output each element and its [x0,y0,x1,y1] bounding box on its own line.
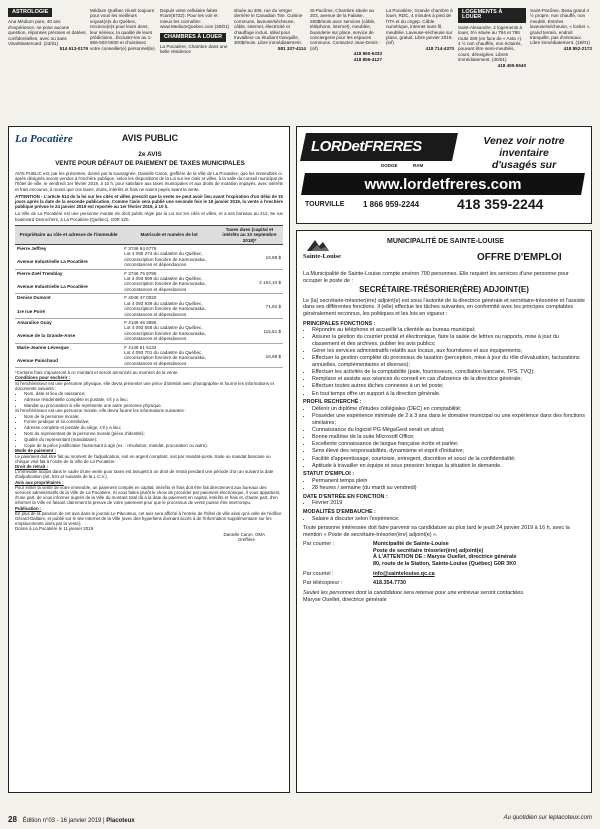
municipality-name: MUNICIPALITÉ DE SAINTE-LOUISE [387,238,504,245]
owner-name: Pierre Jeffrey [17,246,47,252]
matricule: F 3746 75 9795 [124,270,157,276]
classified-text: Médium Québec réunit toujours pour vous les meilleurs voyant(e)s du Québec, reconnu(e)s pour leurs dons, leur sérieux, la qualité de leurs prédictions...Écoutez-les au 1-866-503-0830 et choisissez votre conseiller(e) personnel(le). [90,8,156,51]
section-header: ASTROLOGIE [8,8,52,17]
owners-notice-text: Pour éviter la vente de votre immeuble, un paiement complet en capital, intérêts et frais doit être fait directement aux bureaux des services administratifs de la Ville de La Pocatière. Si vous faites plutôt le choix de procéder par paiement électronique, il vous appartient, d'une part, de vous informer auprès de la Ville du montant total dû à la date du paiement en capital, intérêts et frais et, d'autre part, d'en informer la Ville en faisant clairement la preuve de votre paiement pour que le processus de vente puisse être interrompu. [15,484,281,506]
list-item: • Nom de la personne morale; [24,414,283,419]
condition-b-list [15,414,283,448]
job-offer [296,230,592,793]
col-header-matricule: Matricule et numéro de lot [122,225,216,244]
list-item: • Effectuer toutes autres tâches connexes à un tel poste; [312,383,585,390]
list-item: • Nom du représentant de la personne morale (pièce d'identité); [24,431,283,436]
publication-text: En plus de la parution de cet avis dans le journal Le Placoteux, cet avis sera affiché à l'entrée de l'hôtel de ville ainsi qu'à celle de l'édifice Gérard-Dallaire, et publié sur le site Internet de la Ville (avec des hyperliens donnant accès à de l'information supplémentaire sur les emplacements visés par la vente). [15,510,282,527]
courier-label: Par courrier : [303,541,335,548]
lot-description: Lot 4 093 599 du cadastre du Québec, circonscription foncière de Kamouraska, circonstances et dépendances [124,276,206,292]
lot-description: Lot 4 093 558 du cadastre du Québec, circonscription foncière de Kamouraska, circonstances et dépendances [124,325,206,342]
functions-list [303,327,585,397]
position-title: SECRÉTAIRE-TRÉSORIER(ÈRE) ADJOINT(E) [359,285,529,295]
classified-phone: 514 613-0179 [59,46,88,52]
list-item: • Effectuer la gestion complète du processus de taxation (perception, mise à jour du rôle d'évaluation, facturations annuelles, complémentaires et diverses); [312,355,585,368]
section-header: LOGEMENTS À LOUER [458,8,526,23]
list-item: • Permanent temps plein [312,478,585,485]
paper-name: Placoteux [106,818,135,824]
right-column [296,126,592,793]
matricule: F 3746 64 6779 [124,246,157,252]
dealer-logo-ram: RAM [413,163,424,168]
condition-a: Si l'enchérisseur est une personne physique, elle devra présenter une pièce d'identité avec photographie et fournir les informations et documents suivants : [15,380,274,391]
classified-text: Ana Médium pure, 40 ans d'expérience, ne pose aucune question, réponses précises et datées, confidentielles, avec ou sans Visa/Mastercard. (23/01) [8,19,87,47]
town-name: TOURVILLE [305,201,345,208]
matricule: F 4149 51 5132 [124,344,157,350]
offer-title: OFFRE D'EMPLOI [477,252,562,263]
courier-block [303,541,585,567]
classified-phone: 418 714-4370 [425,45,454,51]
email-label: Par courriel : [303,570,334,577]
address-line: Municipalité de Sainte-Louise [373,541,449,548]
apply-instructions: Toute personne intéressée doit faire parvenir sa candidature au plus tard le jeudi 24 janvier 2019 à 16 h, avec la mention « Poste de secrétaire-trésorier(ère) adjoint(e) ». [303,525,570,538]
classified-column [530,8,592,120]
classified-column [8,8,88,120]
classified-column [386,8,454,120]
address-line: 80, route de la Station, Sainte-Louise (Québec) G0R 3K0 [373,561,517,568]
hiring-list [303,516,585,523]
classified-phone: 418 860-6333 [353,51,382,57]
list-item: • Février 2019 [312,500,585,507]
dealer-logo-dodge: DODGE [381,163,398,168]
classified-column [458,8,526,120]
start-date-title: DATE D'ENTRÉE EN FONCTION : [303,493,388,500]
profile-title: PROFIL RECHERCHÉ : [303,399,362,406]
owner-name: Marie-Jeanne Lévesque [17,344,69,350]
fax-number: 418.354.7730 [373,580,406,587]
lord-et-freres-ad [296,126,592,224]
brand-name: LORDetFRERES [311,138,422,155]
start-date-list [303,500,585,507]
website-url[interactable]: www.lordetfreres.com [364,176,522,193]
owner-address: Avenue de la Grande-Anse [17,333,76,339]
owner-address: Avenue Industrielle La Pocatière [17,284,88,290]
list-item: • Facilité d'apprentissage, courtoisie, entregent, discrétion et souci de la confidentialité; [312,456,585,463]
amount-due: 115,51 $ [216,318,283,343]
list-item: • Remplace et assiste aux séances du conseil en cas d'absence de la directrice générale; [312,376,585,383]
status-list [303,478,585,492]
classified-phone: 581 337-4114 [277,45,306,51]
condition-b: Si l'enchérisseur est une personne morale, elle devra fournir les informations suivantes : [15,408,187,414]
classified-phone: 418 852-2172 [563,45,592,51]
publication-title: Publication : [15,505,42,511]
classified-column [90,8,156,120]
amount-due: 16,98 $ [216,343,283,368]
owners-notice-title: Avis aux propriétaires : [15,479,64,485]
conditions-title: Conditions pour enchérir : [15,375,71,381]
list-item: • Répondre au téléphone et accueillir la clientèle au bureau municipal; [312,327,585,334]
owner-address: Avenue Painchaud [17,357,58,363]
list-item: • Qualité du représentant (mandataire); [24,437,283,442]
classified-text: La Pocatière, Grande chambre à louer, RDC, 4 minutes à pied de l'ITA et du cégep. Câble numérique, internet sans fil, meublée. Laveuse-sécheuse sur place, gratuit. Libre janvier 2019. (inf) [386,8,453,46]
payment-text: Le paiement doit être fait au moment de l'adjudication, soit en argent comptant, soit par mandat-poste, traite ou mandat bancaire ou chèque visé fait à l'ordre de la Ville de La Pocatière. [15,453,271,464]
classified-text: Saint-Alexandre, 2 logements à louer, 5½ située au 784 et 786 route 289 (en face de « Asta »). 4 ½ non chauffés, non éclairés, pouvant être semi-meublés, cours, déneigées. Libres immédiatement. (30/01) [458,24,523,63]
list-item: • Copie de la pièce justificative l'autorisant à agir (ex. : résolution, mandat, procuration ou autre). [24,443,283,448]
retrait-text: L'immeuble acquis dans le cadre d'une vente pour taxes est assujetti à un droit de retrait pendant une période d'un an suivant la date d'adjudication (art. 531 et suivants de la L.C.V.). [15,469,274,480]
classified-column [160,8,230,120]
table-row [15,294,283,319]
list-item: • Mandat ou procuration si elle représente une autre personne physique. [24,403,283,408]
list-item: • Nom, date et lieu de naissance; [24,391,283,396]
page-footer [8,815,592,827]
la-pocatiere-logo: La Pocatière [15,133,73,145]
notice-heading: VENTE POUR DÉFAUT DE PAIEMENT DE TAXES MUNICIPALES [55,160,245,167]
fax-label: Par télécopieur : [303,580,343,587]
municipality-logo-text: Sainte-Louise [303,253,341,260]
list-item: • Forme juridique et loi constitutive; [24,419,283,424]
notice-title: AVIS PUBLIC [121,133,179,143]
amount-due: 16,98 $ [216,245,283,270]
lot-description: Lot 4 093 701 du cadastre du Québec, circonscription foncière de Kamouraska, circonstances et dépendances [124,349,206,366]
table-row [15,245,283,270]
classified-text: située au 306, rue du Verger derrière le Canadian Tire. Cuisine commune, laveuse/sécheuse, câble, internet, électricité et chauffage inclus. Idéal pour travailleur ou étudiant tranquille, 300$/mois. Libre immédiatement. [234,8,303,46]
public-notice [8,126,290,793]
phone-toll-free: 1 866 959-2244 [363,200,420,209]
list-item: • Aptitude à travailler en équipe et sous pression lorsque la situation le demande. [312,463,585,470]
status-title: STATUT D'EMPLOI : [303,471,355,478]
list-item: • Adresse résidentielle complète et postale, s'il y a lieu; [24,397,283,402]
email-link[interactable]: info@saintelouise.qc.ca [373,570,435,577]
list-item: • Détenir un diplôme d'études collégiales (DEC) en comptabilité; [312,406,585,413]
list-item: • En tout temps offre un support à la direction générale. [312,391,585,398]
amount-due: 2 154,10 $ [216,269,283,294]
amount-due: 71,92 $ [216,294,283,319]
functions-title: PRINCIPALES FONCTIONS : [303,320,376,327]
signatory: Maryse Ouellet, directrice générale [303,597,387,604]
classified-phone: 418 856-4127 [353,56,382,62]
fax-block [303,580,585,587]
table-row [15,269,283,294]
condition-a-list [15,391,283,408]
classified-text: La Pocatière, Chambre dans une belle résidence [160,44,228,55]
signature-name: Danielle Caron, OMA [223,531,265,537]
payment-title: Mode de paiement : [15,448,56,454]
classified-column [310,8,382,120]
lot-description: Lot 4 095 274 du cadastre du Québec, circonscription foncière de Kamouraska, circonstances et dépendances [124,251,206,268]
list-item: • Adresse complète et postale du siège, s'il y a lieu; [24,425,283,430]
list-item: • Sens élevé des responsabilités, dynamisme et esprit d'initiative; [312,448,585,455]
email-block [303,571,585,578]
owner-name: Pierre-Zoël Tremblay [17,270,63,276]
notice-ville: La Ville de La Pocatière est une personne morale de droit public régie par la Loi sur les cités et villes, et a ses bureaux au 412, 9e rue boulevard Desrochers, à La Pocatière (Québec), G0R 1Z0. [15,211,283,222]
owner-name: Denise Dumont [17,295,51,301]
footer-tagline: Au quotidien sur leplacoteux.com [503,815,592,821]
selection-note: Seules les personnes dont la candidature sera retenue pour une entrevue seront contactées. [303,589,525,596]
notice-intro: AVIS PUBLIC est, par les présentes, donné par la soussignée, Danielle Caron, greffière de la Ville de La Pocatière, que les immeubles ci-après désignés seront vendus à l'enchère publique, selon les dispositions de la Loi sur les cités et villes, à la salle du conseil municipal de l'hôtel de ville, le vendredi 1er février 2019, à 10 h, pour satisfaire aux taxes municipales et aux droits de mutation impayés, avec intérêts et frais encourus, à moins que ces taxes, droits, intérêts et frais ne soient payés avant la vente. [15,171,283,192]
matricule: F 4149 46 3895 [124,319,157,325]
list-item: • Gérer les services administratifs relatifs aux locaux, aux fournitures et aux équipements; [312,348,585,355]
page-number: 28 [8,815,17,824]
owner-address: 1re rue Poiré [17,308,46,314]
job-description: Le (la) secrétaire-trésorier(ère) adjoint(e) est sous l'autorité de la directrice générale et secrétaire-trésorière et l'assiste dans ses différentes fonctions. Il (elle) effectue les tâches suivantes, en conformité avec les principes comptables généralement reconnus, les politiques et les lois en vigueur : [303,297,585,317]
address-line: À L'ATTENTION DE : Maryse Ouellet, directrice générale [373,554,517,561]
list-item: • 28 heures / semaine (du mardi au vendredi) [312,485,585,492]
classified-text: Saint-Pacôme, Beau grand 4 ½ propre, non chauffé, non meublé. Entrées laveuse/sécheuse, « locker », grand terrain, endroit tranquille, pas d'animaux. Libre immédiatement. (18/01) [530,8,591,46]
phone-local: 418 359-2244 [457,196,544,212]
list-item: • Posséder une expérience minimale de 2 à 3 ans dans le domaine municipal ou une expérience dans des fonctions similaires; [312,413,585,426]
owner-address: Avenue Industrielle La Pocatière [17,259,88,265]
col-header-amount: Taxes dues (capital et intérêts au 10 septembre 2018)* [216,225,283,244]
list-item: • Excellente connaissance de langue française écrite et parlée; [312,441,585,448]
classified-column [234,8,306,120]
slogan-line: Venez voir notre [483,135,565,147]
list-item: • Effectuer les activités de la comptabilité (paie, fournisseurs, conciliation bancaire, TPS, TVQ); [312,369,585,376]
list-item: • Bonne maîtrise de la suite Microsoft Office; [312,434,585,441]
table-row [15,318,283,343]
matricule: F 4046 47 0020 [124,295,157,301]
edition-info: Édition n°03 - 16 janvier 2019 | [22,818,105,824]
owner-name: Amaralice Guay [17,319,52,325]
hiring-title: MODALITÉS D'EMBAUCHE : [303,508,376,515]
col-header-owner: Propriétaire au rôle et adresse de l'immeuble [15,225,122,244]
profile-list [303,406,585,470]
notice-subtitle: 2e AVIS [138,151,162,158]
classified-phone: 418 495-5540 [497,62,526,68]
slogan-line: inventaire [499,147,549,159]
list-item: • Assurer la gestion du courrier postal et électronique, faire la saisie de lettres ou rapports, mise à jour du classement et des archives, publier les avis publics; [312,334,585,347]
slogan [465,135,583,171]
classified-text: St-Pacôme, Chambre située au 203, avenue de la Falaise, 260$/mois avec services (câble, téléphone, internet), meublée, buanderie sur place, service de conciergerie pour les espaces communs. Contactez Jean-Denis : (inf) [310,8,381,51]
date-line: Donné à La Pocatière le 11 janvier 2019. [15,526,95,532]
classifieds-strip [8,8,592,120]
classified-text: Depuis votre cellulaire faites #cam(6722). Pour les voir et mieux les connaître: www.MediumQuebec.com (30/01) [160,8,230,30]
address-line: Poste de secrétaire trésorier(ère) adjoint(e) [373,547,484,554]
list-item: • Connaissance du logiciel PG MégaGest serait un atout; [312,427,585,434]
signature-role: Greffière [237,536,255,542]
job-intro: La Municipalité de Sainte-Louise compte environ 700 personnes. Elle requiert les services d'une personne pour occuper le poste de : [303,271,569,284]
section-header: CHAMBRES À LOUER [160,33,226,42]
table-row [15,343,283,368]
footnote: *Certains frais s'ajouteront à ce montant et seront annoncés au moment de la vente. [15,370,179,376]
list-item: • Salaire à discuter selon l'expérience. [312,516,585,523]
slogan-line: d'usagés sur [491,159,557,171]
lot-description: Lot 4 093 939 du cadastre du Québec, circonscription foncière de Kamouraska, circonstances et dépendances [124,300,206,317]
retrait-title: Droit de retrait : [15,463,48,469]
tax-table [15,225,283,368]
notice-attention: ATTENTION - L'article 514 de la loi sur les cités et villes prescrit que la vente ne peut avoir lieu avant l'expiration d'un délai de 15 jours après la date de la seconde publication. Comme l'avis sera publié une seconde fois le 16 janvier 2019, la vente à l'enchère publique prévue le 24 janvier 2019 est reportée au 1er février 2019, à 10 h. [15,193,283,210]
